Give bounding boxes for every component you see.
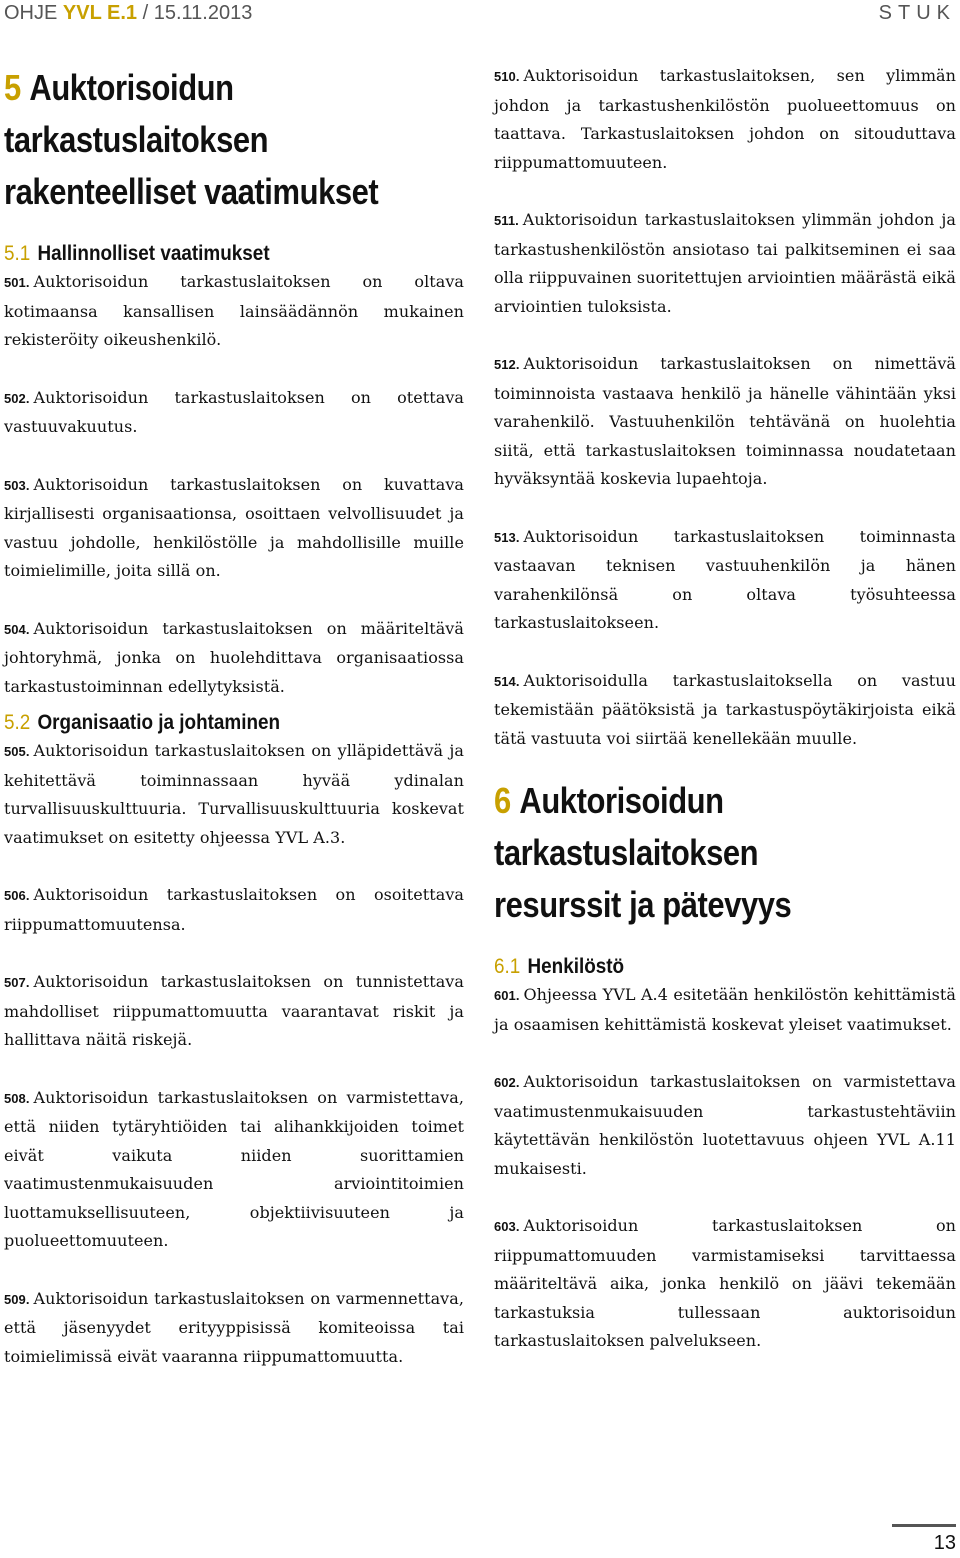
- section-number: 5: [4, 67, 21, 108]
- paragraph-text: Auktorisoidun tarkastuslaitoksen on oltava kotimaansa kansallisen lainsäädännön mukainen rekisteröity oikeushenkilö.: [4, 272, 464, 349]
- subsection-title: Organisaatio ja johtaminen: [37, 711, 281, 734]
- page-number: 13: [933, 1532, 956, 1554]
- section-number: 6: [494, 780, 511, 821]
- section-title-line-2: tarkastuslaitoksen: [494, 832, 759, 873]
- organization-name: STUK: [878, 2, 956, 24]
- right-column: [494, 62, 956, 1356]
- paragraph-number: 506.: [4, 888, 30, 903]
- page-header: [0, 2, 960, 32]
- paragraph-text: Auktorisoidulla tarkastuslaitoksella on vastuu tekemistään päätöksistä ja tarkastuspöytäkirjoista eikä tätä vastuuta voi siirtää kenellekään muulle.: [494, 670, 956, 748]
- paragraph-number: 509.: [4, 1291, 30, 1307]
- paragraph-507: [4, 968, 464, 1055]
- section-5-heading: [4, 62, 468, 218]
- paragraph-505: [4, 737, 464, 852]
- paragraph-510: [494, 62, 956, 177]
- guide-code: YVL E.1: [62, 2, 138, 24]
- paragraph-text: Auktorisoidun tarkastuslaitoksen on tunnistettava mahdolliset riippumattomuutta vaarantavat riskit ja hallittava näitä riskejä.: [4, 972, 464, 1049]
- paragraph-text: Auktorisoidun tarkastuslaitoksen on nimettävä toiminnoista vastaava henkilö ja hänelle vähintään yksi varahenkilö. Vastuuhenkilön tehtävänä on huolehtia siitä, että tarkastuslaitoksen toiminnassa noudatetaan hyväksyntää koskevia lupaehtoja.: [494, 354, 956, 488]
- subsection-title: Henkilöstö: [527, 955, 625, 978]
- paragraph-text: Auktorisoidun tarkastuslaitoksen on otettava vastuuvakuutus.: [4, 387, 464, 436]
- paragraph-513: [494, 523, 956, 638]
- paragraph-text: Auktorisoidun tarkastuslaitoksen on riippumattomuuden varmistamiseksi tarvittaessa määriteltävä aika, jonka henkilö on jäävi tekemään tarkastuksia tullessaan auktorisoidun tarkastuslaitoksen palvelukseen.: [494, 1216, 956, 1350]
- subsection-6-1-heading: [494, 953, 944, 981]
- subsection-number: 5.1: [4, 242, 31, 265]
- left-column: [4, 62, 464, 1371]
- section-title-line-3: resurssit ja pätevyys: [494, 884, 792, 925]
- subsection-number: 6.1: [494, 955, 521, 978]
- section-6-heading: [494, 775, 958, 931]
- paragraph-512: [494, 350, 956, 494]
- paragraph-text: Auktorisoidun tarkastuslaitoksen toiminnasta vastaavan teknisen vastuuhenkilön ja hänen varahenkilönsä on oltava työsuhteessa tarkastuslaitokseen.: [494, 526, 956, 632]
- subsection-number: 5.2: [4, 711, 31, 734]
- paragraph-number: 513.: [494, 529, 520, 545]
- subsection-title: Hallinnolliset vaatimukset: [37, 242, 270, 265]
- paragraph-text: Auktorisoidun tarkastuslaitoksen on määriteltävä johtoryhmä, jonka on huolehdittava organisaatiossa tarkastustoiminnan edellytyksistä.: [4, 618, 464, 696]
- paragraph-number: 501.: [4, 275, 30, 290]
- paragraph-text: Auktorisoidun tarkastuslaitoksen on ylläpidettävä ja kehitettävä toiminnassaan hyvää ydinalan turvallisuuskulttuuria. Turvallisuuskulttuuria koskevat vaatimukset on esitetty ohjeessa YVL A.3.: [4, 741, 464, 847]
- paragraph-number: 514.: [494, 673, 520, 689]
- paragraph-text: Auktorisoidun tarkastuslaitoksen ylimmän johdon ja tarkastushenkilöstön ansiotaso tai palkitseminen ei saa olla riippuvainen suoritettujen arviointien määrästä eikä arviointien tuloksista.: [494, 210, 956, 316]
- paragraph-text: Auktorisoidun tarkastuslaitoksen on varmistettava, että niiden tytäryhtiöiden tai alihankkijoiden toimet eivät vaikuta niiden suorittamien vaatimustenmukaisuuden arviointitoimien luottamuksellisuuteen, objektiivisuuteen ja puolueettomuuteen.: [4, 1087, 464, 1250]
- paragraph-504: [4, 615, 464, 702]
- subsection-5-2-heading: [4, 709, 454, 737]
- paragraph-text: Auktorisoidun tarkastuslaitoksen on varmistettava vaatimustenmukaisuuden tarkastustehtäviin käytettävän henkilöstön luotettavuus ohjeen YVL A.11 mukaisesti.: [494, 1072, 956, 1178]
- paragraph-506: [4, 881, 464, 939]
- paragraph-number: 603.: [494, 1219, 520, 1234]
- paragraph-603: [494, 1212, 956, 1356]
- paragraph-number: 511.: [494, 213, 519, 228]
- paragraph-number: 508.: [4, 1090, 30, 1106]
- guide-date: / 15.11.2013: [137, 2, 253, 24]
- paragraph-501: [4, 268, 464, 355]
- paragraph-511: [494, 206, 956, 321]
- paragraph-number: 502.: [4, 390, 30, 406]
- paragraph-text: Auktorisoidun tarkastuslaitoksen on osoitettava riippumattomuutensa.: [4, 885, 464, 934]
- subsection-5-1-heading: [4, 240, 454, 268]
- paragraph-502: [4, 384, 464, 442]
- paragraph-number: 504.: [4, 621, 30, 637]
- paragraph-514: [494, 667, 956, 754]
- paragraph-509: [4, 1285, 464, 1372]
- paragraph-602: [494, 1068, 956, 1183]
- paragraph-text: Auktorisoidun tarkastuslaitoksen on varmennettava, että jäsenyydet erityyppisissä komiteoissa tai toimielimissä eivät vaaranna riippumattomuutta.: [4, 1288, 464, 1366]
- paragraph-text: Ohjeessa YVL A.4 esitetään henkilöstön kehittämistä ja osaamisen kehittämistä koskevat yleiset vaatimukset.: [494, 985, 956, 1034]
- paragraph-601: [494, 981, 956, 1039]
- paragraph-number: 512.: [494, 357, 520, 372]
- section-title-line-2: tarkastuslaitoksen: [4, 119, 269, 160]
- guide-reference: [4, 2, 252, 25]
- paragraph-text: Auktorisoidun tarkastuslaitoksen, sen ylimmän johdon ja tarkastushenkilöstön puolueettomuus on taattava. Tarkastuslaitoksen johdon on sitouduttava riippumattomuuteen.: [494, 66, 956, 172]
- section-title-line-1: Auktorisoidun: [519, 780, 724, 821]
- paragraph-508: [4, 1084, 464, 1256]
- section-title-line-1: Auktorisoidun: [29, 67, 234, 108]
- footer-rule: [892, 1524, 956, 1527]
- paragraph-number: 505.: [4, 744, 30, 759]
- paragraph-text: Auktorisoidun tarkastuslaitoksen on kuvattava kirjallisesti organisaationsa, osoittaen velvollisuudet ja vastuu johdolle, henkilöstölle ja mahdollisille muille toimielimille, joita sillä on.: [4, 474, 464, 580]
- paragraph-number: 602.: [494, 1075, 520, 1090]
- paragraph-number: 601.: [494, 988, 520, 1003]
- paragraph-number: 503.: [4, 477, 30, 493]
- guide-label: OHJE: [4, 2, 63, 24]
- paragraph-503: [4, 471, 464, 586]
- section-title-line-3: rakenteelliset vaatimukset: [4, 171, 379, 212]
- paragraph-number: 510.: [494, 69, 520, 84]
- paragraph-number: 507.: [4, 975, 30, 990]
